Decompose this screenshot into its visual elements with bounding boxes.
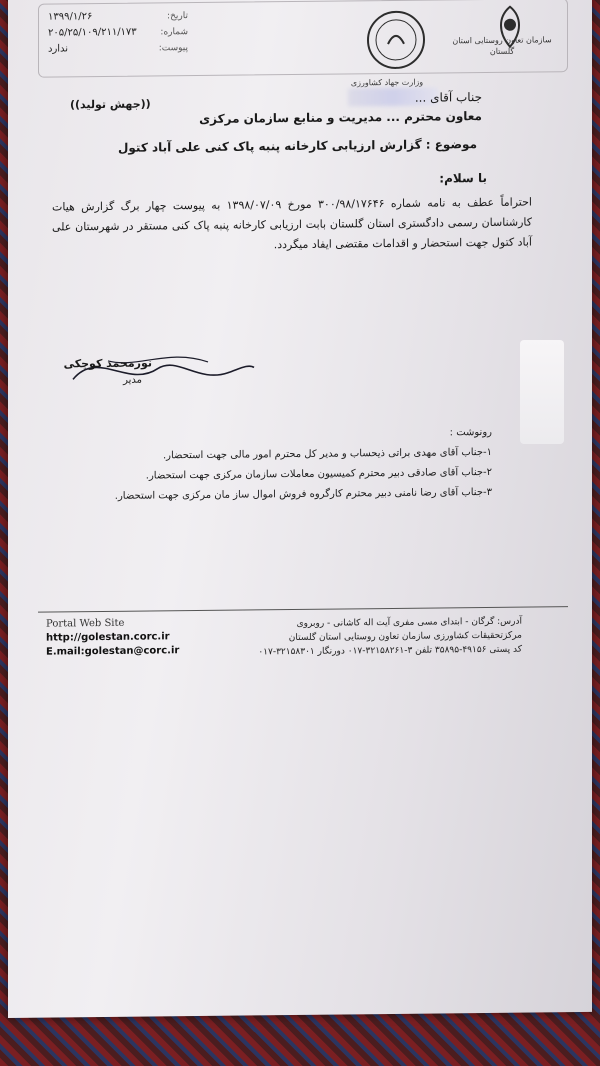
- date-value: ۱۳۹۹/۱/۲۶: [48, 11, 93, 23]
- tissue-paper: [520, 340, 564, 444]
- address-line: کد پستی ۴۹۱۵۶-۳۵۸۹۵ تلفن ۳-۳۲۱۵۸۲۶۱-۰۱۷ دورنگار ۳۲۱۵۸۳۰۱-۰۱۷: [258, 644, 522, 658]
- attachment-label: پیوست:: [158, 43, 188, 54]
- org-name: سازمان تعاون روستایی استان گلستان: [452, 35, 552, 56]
- greeting: با سلام:: [439, 170, 487, 186]
- cc-item: ۲-جناب آقای صادقی دبیر محترم کمیسیون معاملات سازمان مرکزی جهت استحضار.: [145, 466, 492, 482]
- email-address: E.mail:golestan@corc.ir: [46, 645, 180, 658]
- signer-name: نورمحمد کوچکی: [63, 356, 152, 371]
- cc-list: [115, 443, 492, 507]
- subject-line: موضوع : گزارش ارزیابی کارخانه پنبه پاک کنی علی آباد کتول: [117, 137, 477, 155]
- cc-item: ۱-جناب آقای مهدی براتی ذیحساب و مدیر کل محترم امور مالی جهت استحضار.: [162, 446, 492, 462]
- recipient-line: جناب آقای ...: [414, 90, 482, 105]
- cc-item: ۳-جناب آقای رضا نامنی دبیر محترم کارگروه فروش اموال ساز مان مرکزی جهت استحضار.: [114, 486, 492, 502]
- footer-divider: [38, 606, 568, 613]
- portal-info: [46, 616, 179, 659]
- cc-label: رونوشت :: [449, 426, 492, 439]
- letter-meta: [48, 8, 188, 57]
- attachment-value: ندارد: [48, 43, 69, 55]
- number-value: ۲۰۵/۲۵/۱۰۹/۲۱۱/۱۷۳: [48, 26, 137, 39]
- address-line: آدرس: گرگان - ابتدای مسی مفری آیت اله کاشانی - روبروی: [296, 616, 522, 629]
- portal-label: Portal Web Site: [46, 617, 125, 630]
- letter-body: احتراماً عطف به نامه شماره ۳۰۰/۹۸/۱۷۶۴۶ مورخ ۱۳۹۸/۰۷/۰۹ به پیوست چهار برگ گزارش هیات کارشناسان رسمی دادگستری استان گلستان بابت ارزیابی کارخانه پنبه پاک کنی مستقر در شهرستان علی آباد کتول جهت استحضار و اقدامات مقتضی ایفاد میگردد.: [52, 195, 532, 252]
- ministry-logo-icon: [360, 4, 432, 77]
- date-label: تاریخ:: [167, 11, 188, 22]
- priority-tag: ((جهش تولید)): [70, 97, 151, 112]
- ministry-name: وزارت جهاد کشاورزی: [350, 77, 424, 88]
- recipient-title: معاون محترم ... مدیریت و منابع سازمان مرکزی: [199, 109, 482, 126]
- signer-title: مدیر: [123, 374, 142, 386]
- address-line: مرکزتحقیقات کشاورزی سازمان تعاون روستایی استان گلستان: [288, 630, 522, 644]
- number-label: شماره:: [160, 27, 188, 38]
- address-block: [258, 615, 522, 660]
- website-link: http://golestan.corc.ir: [46, 631, 170, 644]
- letter-page: [8, 0, 592, 1018]
